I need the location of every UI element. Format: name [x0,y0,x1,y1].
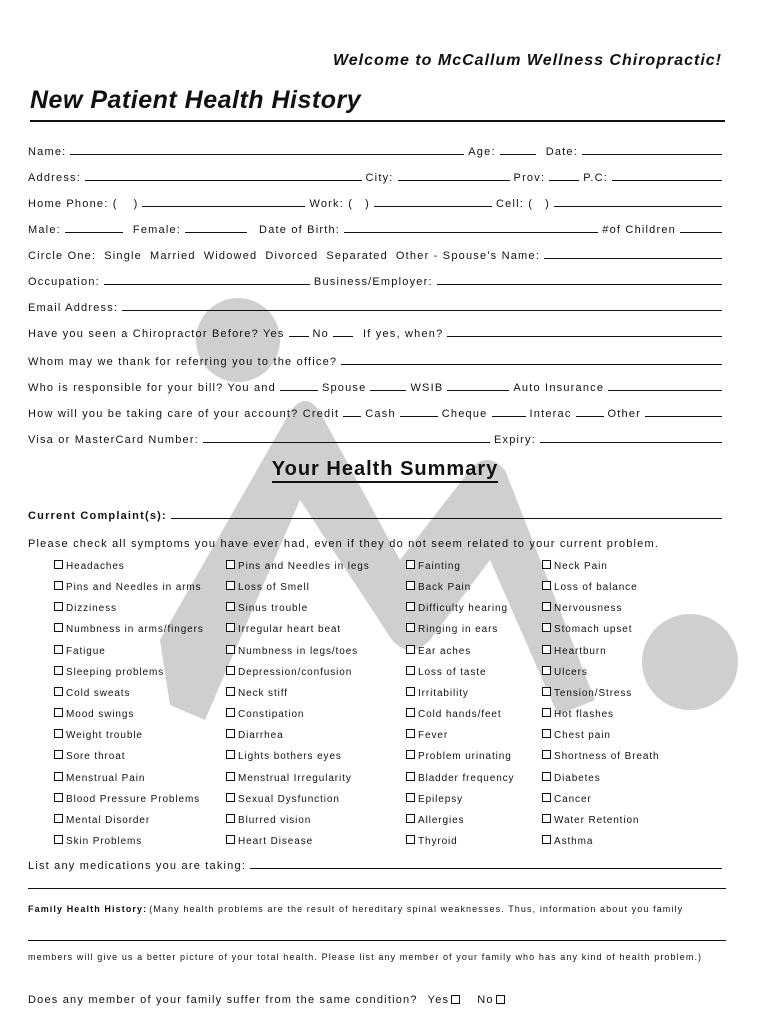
other-payment-field[interactable] [645,415,722,417]
row-complaint [28,504,726,522]
medications-field[interactable] [250,867,722,869]
symptom-item[interactable] [542,708,614,720]
symptom-label: Dizziness [66,603,117,615]
cash-label: Cash [365,408,396,420]
age-label: Age: [468,146,496,158]
children-label: #of Children [602,224,676,236]
symptom-item[interactable] [54,814,150,826]
row-name [28,140,726,158]
prov-label: Prov: [513,172,546,184]
female-field[interactable] [185,231,247,233]
symptom-item[interactable] [226,666,352,678]
symptom-item[interactable] [406,729,448,741]
symptom-item[interactable] [54,581,202,593]
symptom-checkbox[interactable] [54,623,63,632]
pc-field[interactable] [612,179,722,181]
city-field[interactable] [398,179,510,181]
symptom-checkbox[interactable] [226,581,235,590]
family-history-text: (Many health problems are the result of hereditary spinal weaknesses. Thus, information about you family [149,904,684,914]
symptom-label: Cold hands/feet [418,709,502,721]
symptom-label: Cancer [554,793,592,805]
symptom-label: Menstrual Pain [66,772,146,784]
prov-field[interactable] [549,179,579,181]
symptom-checkbox[interactable] [406,750,415,759]
symptom-label: Fever [418,730,449,742]
symptom-item[interactable] [542,602,622,614]
symptom-checkbox[interactable] [542,687,551,696]
symptom-checkbox[interactable] [226,687,235,696]
symptom-item[interactable] [406,708,502,720]
symptom-checkbox[interactable] [406,581,415,590]
medications-label: List any medications you are taking: [28,860,247,872]
occupation-field[interactable] [104,283,310,285]
symptom-item[interactable] [54,623,204,635]
payment-label: How will you be taking care of your account? Credit [28,408,340,420]
symptom-checkbox[interactable] [226,814,235,823]
symptom-checkbox[interactable] [54,560,63,569]
female-label: Female: [132,224,182,236]
symptom-checkbox[interactable] [54,729,63,738]
symptom-label: Weight trouble [66,730,143,742]
symptom-label: Loss of Smell [238,582,310,594]
symptom-checkbox[interactable] [542,772,551,781]
family-history-text-2: members will give us a better picture of your total health. Please list any member of your family who has any kind of health problem.) [28,952,703,962]
symptom-checkbox[interactable] [406,814,415,823]
symptom-item[interactable] [406,623,498,635]
symptom-item[interactable] [542,666,588,678]
pc-label: P.C: [583,172,608,184]
symptom-checkbox[interactable] [542,793,551,802]
symptom-item[interactable] [54,793,200,805]
name-field[interactable] [70,153,464,155]
complaint-label: Current Complaint(s): [28,510,167,522]
business-field[interactable] [437,283,722,285]
symptom-checkbox[interactable] [542,581,551,590]
symptom-label: Heart Disease [238,835,314,847]
symptom-item[interactable] [406,560,461,572]
other-label: Other [607,408,642,420]
symptom-label: Numbness in arms/fingers [66,624,204,636]
row-referral [28,350,726,368]
symptom-checkbox[interactable] [226,835,235,844]
row-marital [28,244,726,262]
city-label: City: [365,172,394,184]
symptom-label: Loss of taste [418,666,487,678]
symptom-label: Pins and Needles in legs [238,561,370,572]
symptom-checkbox[interactable] [406,708,415,717]
symptom-item[interactable] [54,560,125,572]
cell-phone-close: ) [545,198,550,210]
dob-field[interactable] [344,231,598,233]
symptom-item[interactable] [542,560,608,572]
symptom-checkbox[interactable] [54,708,63,717]
symptom-label: Ulcers [554,666,588,678]
symptom-item[interactable] [54,835,142,847]
occupation-label: Occupation: [28,276,100,288]
symptom-label: Ringing in ears [418,624,499,636]
marital-divorced[interactable]: Divorced [265,250,319,262]
symptom-item[interactable] [226,581,310,593]
symptom-item[interactable] [406,835,458,847]
symptom-checkbox[interactable] [406,602,415,611]
symptom-item[interactable] [54,666,164,678]
marital-widowed[interactable]: Widowed [203,250,258,262]
symptom-instructions: Please check all symptoms you have ever had, even if they do not seem related to your current problem. [28,538,660,550]
cash-field[interactable] [400,415,438,417]
row-family-2 [28,944,726,962]
credit-field[interactable] [343,415,361,417]
symptom-item[interactable] [542,793,592,805]
male-field[interactable] [65,231,123,233]
symptom-item[interactable] [54,708,134,720]
address-label: Address: [28,172,82,184]
symptom-checkbox[interactable] [226,772,235,781]
symptom-item[interactable] [406,645,471,657]
symptom-label: Asthma [554,835,594,847]
symptom-label: Problem urinating [418,751,512,763]
interac-label: Interac [529,408,572,420]
home-phone-field[interactable] [142,205,305,207]
cheque-label: Cheque [441,408,488,420]
symptom-checkbox[interactable] [542,560,551,569]
symptom-checkbox[interactable] [226,602,235,611]
dob-label: Date of Birth: [259,224,341,236]
symptom-checkbox[interactable] [54,793,63,802]
symptom-label: Pins and Needles in arms [66,582,202,594]
if-yes-field[interactable] [447,335,722,337]
symptom-item[interactable] [54,687,130,699]
symptom-label: Stomach upset [554,624,633,636]
symptom-item[interactable] [542,772,601,784]
symptom-label: Sexual Dysfunction [238,793,340,805]
work-phone-close: ) [365,198,370,210]
card-label: Visa or MasterCard Number: [28,434,199,446]
symptom-label: Tension/Stress [554,687,633,699]
symptom-item[interactable] [542,581,638,593]
health-summary-title: Your Health Summary [272,458,498,483]
symptom-checkbox[interactable] [54,814,63,823]
symptom-item[interactable] [542,645,607,657]
symptom-item[interactable] [226,645,358,657]
symptom-label: Mood swings [66,709,135,721]
expiry-field[interactable] [540,441,722,443]
row-medications [28,854,726,872]
symptom-label: Diabetes [554,772,601,784]
symptom-item[interactable] [226,750,342,762]
symptom-item[interactable] [542,835,593,847]
symptom-checkbox[interactable] [542,666,551,675]
symptom-checkbox[interactable] [542,814,551,823]
symptom-label: Irritability [418,687,469,699]
symptom-checkbox[interactable] [406,645,415,654]
spouse-label: Spouse [321,382,367,394]
marital-single[interactable]: Single [104,250,142,262]
title-row [30,86,725,122]
symptom-label: Shortness of Breath [554,751,660,763]
row-payment [28,402,726,420]
symptom-item[interactable] [406,602,508,614]
marital-separated[interactable]: Separated [326,250,388,262]
symptom-label: Sore throat [66,751,126,763]
referral-label: Whom may we thank for referring you to the office? [28,356,338,368]
name-label: Name: [28,146,67,158]
symptom-checkbox[interactable] [406,560,415,569]
spouse-field[interactable] [370,389,406,391]
symptom-label: Nervousness [554,603,623,615]
row-address [28,166,726,184]
symptom-label: Cold sweats [66,687,131,699]
cheque-field[interactable] [492,415,526,417]
symptom-item[interactable] [226,602,308,614]
symptom-item[interactable] [406,814,464,826]
symptom-checkbox[interactable] [226,750,235,759]
row-family [28,896,726,914]
symptom-checkbox[interactable] [226,666,235,675]
symptom-checkbox[interactable] [54,750,63,759]
symptom-checkbox[interactable] [406,729,415,738]
children-field[interactable] [680,231,722,233]
interac-field[interactable] [576,415,604,417]
wsib-label: WSIB [410,382,444,394]
symptom-checkbox[interactable] [226,793,235,802]
symptom-item[interactable] [226,772,352,784]
symptom-label: Lights bothers eyes [238,751,342,763]
symptom-item[interactable] [542,814,639,826]
age-field[interactable] [500,153,536,155]
symptom-label: Hot flashes [554,709,614,721]
section-title [0,458,770,481]
family-history-line[interactable] [28,940,726,941]
symptom-item[interactable] [226,708,304,720]
row-demographics [28,218,726,236]
same-condition-label: Does any member of your family suffer from the same condition? [28,994,418,1006]
symptom-label: Sleeping problems [66,666,165,678]
symptom-label: Numbness in legs/toes [238,645,359,657]
symptom-checkbox[interactable] [54,581,63,590]
home-phone-label: Home Phone: ( [28,198,118,210]
welcome-text: Welcome to McCallum Wellness Chiropractic! [332,52,722,69]
symptom-label: Loss of balance [554,582,638,594]
symptom-item[interactable] [406,793,463,805]
row-same-condition [28,988,726,1006]
symptom-item[interactable] [542,750,659,762]
symptom-label: Depression/confusion [238,666,353,678]
symptom-item[interactable] [406,666,486,678]
work-phone-label: Work: ( [309,198,354,210]
seen-chiro-yes-field[interactable] [289,335,309,337]
row-chiro [28,322,726,340]
symptom-label: Bladder frequency [418,772,515,784]
symptom-label: Ear aches [418,645,472,657]
row-instructions [28,532,726,550]
seen-chiro-no-field[interactable] [333,335,353,337]
same-condition-no-label: No [477,994,494,1006]
symptom-checkbox[interactable] [54,602,63,611]
symptom-item[interactable] [226,729,284,741]
symptom-item[interactable] [542,687,632,699]
symptom-label: Fatigue [66,645,106,657]
symptom-label: Headaches [66,561,125,572]
expiry-label: Expiry: [493,434,536,446]
symptom-label: Irregular heart beat [238,624,342,636]
symptom-checkbox[interactable] [406,687,415,696]
symptom-checkbox[interactable] [542,729,551,738]
symptom-label: Mental Disorder [66,814,151,826]
symptom-label: Fainting [418,561,461,572]
symptom-checkbox[interactable] [54,835,63,844]
symptom-label: Water Retention [554,814,640,826]
symptom-checkbox[interactable] [226,645,235,654]
symptom-checkbox[interactable] [542,645,551,654]
symptom-item[interactable] [226,835,313,847]
symptom-label: Sinus trouble [238,603,309,615]
symptom-checkbox[interactable] [542,750,551,759]
row-occupation [28,270,726,288]
circle-one-label: Circle One: [28,250,97,262]
symptom-checkbox[interactable] [226,729,235,738]
symptom-item[interactable] [406,772,514,784]
marital-married[interactable]: Married [150,250,196,262]
symptom-item[interactable] [226,793,340,805]
card-field[interactable] [203,441,490,443]
symptom-label: Thyroid [418,835,458,847]
symptom-checkbox[interactable] [226,708,235,717]
family-history-label: Family Health History: [28,904,148,914]
row-card [28,428,726,446]
symptom-item[interactable] [54,772,145,784]
symptom-checkbox[interactable] [542,623,551,632]
symptom-label: Blurred vision [238,814,312,826]
symptom-checkbox[interactable] [542,602,551,611]
email-label: Email Address: [28,302,119,314]
seen-chiro-no-label: No [312,328,329,340]
row-responsible [28,376,726,394]
marital-other[interactable]: Other - Spouse's Name: [395,250,540,262]
symptom-checkbox[interactable] [226,623,235,632]
symptom-label: Heartburn [554,645,607,657]
symptom-label: Allergies [418,814,465,826]
if-yes-label: If yes, when? [363,328,444,340]
symptom-item[interactable] [54,602,117,614]
symptom-label: Epilepsy [418,793,463,805]
symptom-item[interactable] [226,687,288,699]
symptom-item[interactable] [226,623,341,635]
date-label: Date: [545,146,578,158]
referral-field[interactable] [341,363,722,365]
same-condition-yes-checkbox[interactable] [451,995,460,1004]
symptom-checkbox[interactable] [406,772,415,781]
symptom-checkbox[interactable] [406,666,415,675]
symptom-label: Neck stiff [238,687,288,699]
symptom-checkbox[interactable] [542,708,551,717]
home-phone-close: ) [133,198,139,210]
symptom-checkbox[interactable] [406,793,415,802]
symptom-label: Skin Problems [66,835,143,847]
symptom-item[interactable] [406,750,512,762]
symptom-label: Diarrhea [238,730,284,742]
row-phones [28,192,726,210]
symptom-item[interactable] [542,729,611,741]
symptom-label: Blood Pressure Problems [66,793,201,805]
medications-line-2[interactable] [28,888,726,889]
same-condition-no-checkbox[interactable] [496,995,505,1004]
page-title: New Patient Health History [30,86,362,114]
symptom-checkbox[interactable] [54,645,63,654]
symptom-item[interactable] [226,814,311,826]
symptom-label: Neck Pain [554,561,608,572]
cell-phone-label: Cell: ( [496,198,534,210]
symptom-item[interactable] [406,581,471,593]
cell-phone-field[interactable] [554,205,722,207]
address-field[interactable] [85,179,362,181]
symptom-checkbox[interactable] [406,835,415,844]
symptom-checkbox[interactable] [542,835,551,844]
symptom-label: Constipation [238,709,305,721]
symptom-item[interactable] [406,687,469,699]
business-label: Business/Employer: [313,276,433,288]
auto-insurance-label: Auto Insurance [513,382,605,394]
wsib-field[interactable] [447,389,509,391]
symptom-label: Chest pain [554,730,611,742]
symptom-item[interactable] [54,750,125,762]
date-field[interactable] [582,153,722,155]
same-condition-yes-label: Yes [427,994,450,1006]
symptom-item[interactable] [226,560,370,572]
symptom-item[interactable] [54,645,106,657]
male-label: Male: [28,224,61,236]
symptom-checkbox[interactable] [54,666,63,675]
symptom-checkbox[interactable] [406,623,415,632]
symptom-checkbox[interactable] [226,560,235,569]
symptom-item[interactable] [542,623,632,635]
auto-insurance-field[interactable] [608,389,722,391]
seen-chiro-label: Have you seen a Chiropractor Before? Yes [28,328,285,340]
work-phone-field[interactable] [374,205,492,207]
symptom-label: Back Pain [418,582,472,594]
responsible-label: Who is responsible for your bill? You and [28,382,276,394]
you-and-field[interactable] [280,389,318,391]
symptom-label: Difficulty hearing [418,603,508,615]
symptom-checkbox[interactable] [54,687,63,696]
row-email [28,296,726,314]
symptom-checkbox[interactable] [54,772,63,781]
complaint-field[interactable] [171,517,722,519]
spouse-name-field[interactable] [544,257,722,259]
symptom-item[interactable] [54,729,143,741]
email-field[interactable] [122,309,722,311]
symptom-label: Menstrual Irregularity [238,772,352,784]
